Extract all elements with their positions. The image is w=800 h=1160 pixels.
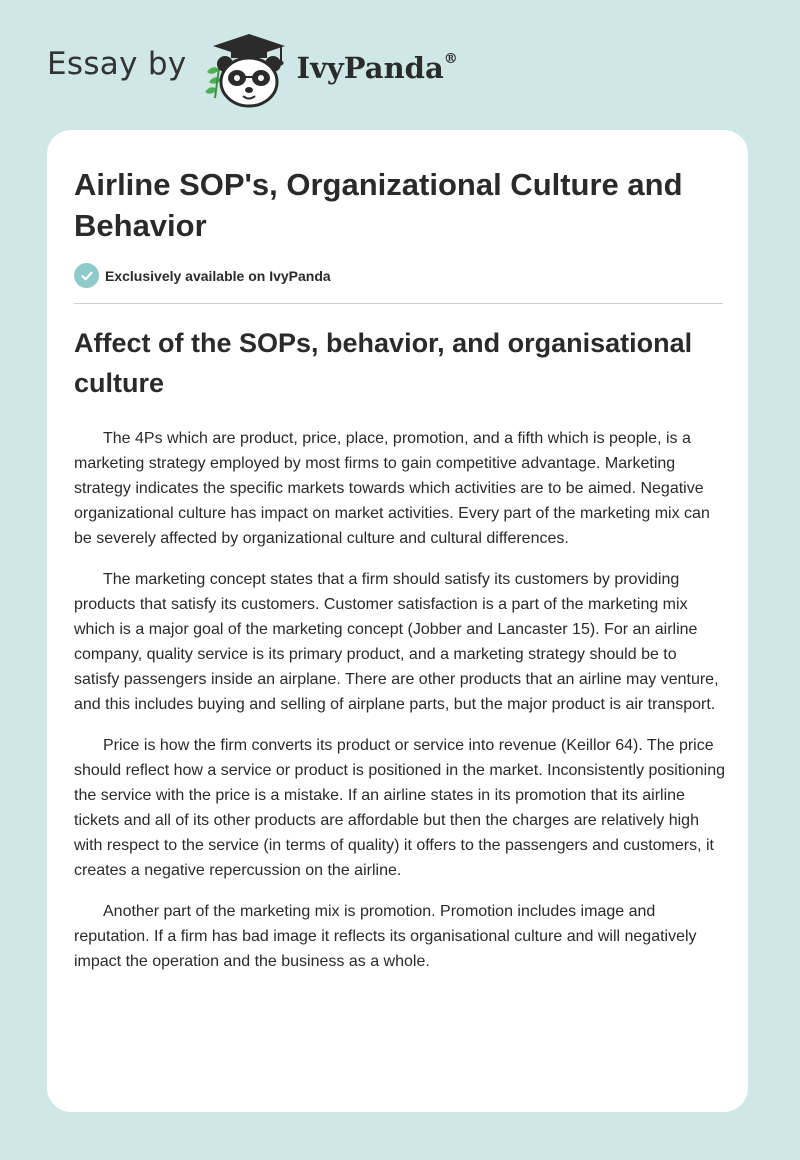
panda-graduate-icon[interactable] (201, 30, 297, 110)
brand-name[interactable]: IvyPanda® (296, 51, 458, 85)
section-heading: Affect of the SOPs, behavior, and organisational culture (74, 328, 693, 398)
leaf-icon (205, 67, 221, 98)
essay-by-label: Essay by (47, 46, 187, 82)
article-card (47, 130, 748, 1112)
paragraph: Price is how the firm converts its product or service into revenue (Keillor 64). The price should reflect how a service or product is positioned in the market. Inconsistently positioning the service with the price is a mistake. If an airline states in its promotion that its airline tickets and all of its other products are affordable but then the charges are relatively high with respect to the service (in terms of quality) it offers to the passengers and customers, it creates a negative repercussion on the airline. (74, 737, 726, 879)
paragraph: Another part of the marketing mix is promotion. Promotion includes image and reputation. If a firm has bad image it reflects its organisational culture and will negatively impact the operation and the business as a whole. (74, 903, 697, 970)
paragraph: The 4Ps which are product, price, place, promotion, and a fifth which is people, is a marketing strategy employed by most firms to gain competitive advantage. Marketing strategy indicates the specific markets towards which activities are to be aimed. Negative organizational culture has impact on market activities. Every part of the marketing mix can be severely affected by organizational culture and cultural differences. (74, 430, 710, 547)
badge-label: Exclusively available on IvyPanda (105, 267, 331, 284)
page-title: Airline SOP's, Organizational Culture and Behavior (74, 167, 683, 243)
article-body (74, 426, 726, 990)
paragraph: The marketing concept states that a firm should satisfy its customers by providing products that satisfy its customers. Customer satisfaction is a part of the marketing mix which is a major goal of the marketing concept (Jobber and Lancaster 15). For an airline company, quality service is its primary product, and a marketing strategy should be to satisfy passengers inside an airplane. There are other products that an airline may venture, and this includes buying and selling of airplane parts, but the major product is air transport. (74, 571, 719, 713)
exclusive-badge (74, 263, 331, 288)
site-header (47, 30, 507, 110)
check-icon (74, 263, 99, 288)
registered-mark: ® (443, 51, 458, 68)
divider (74, 303, 723, 304)
